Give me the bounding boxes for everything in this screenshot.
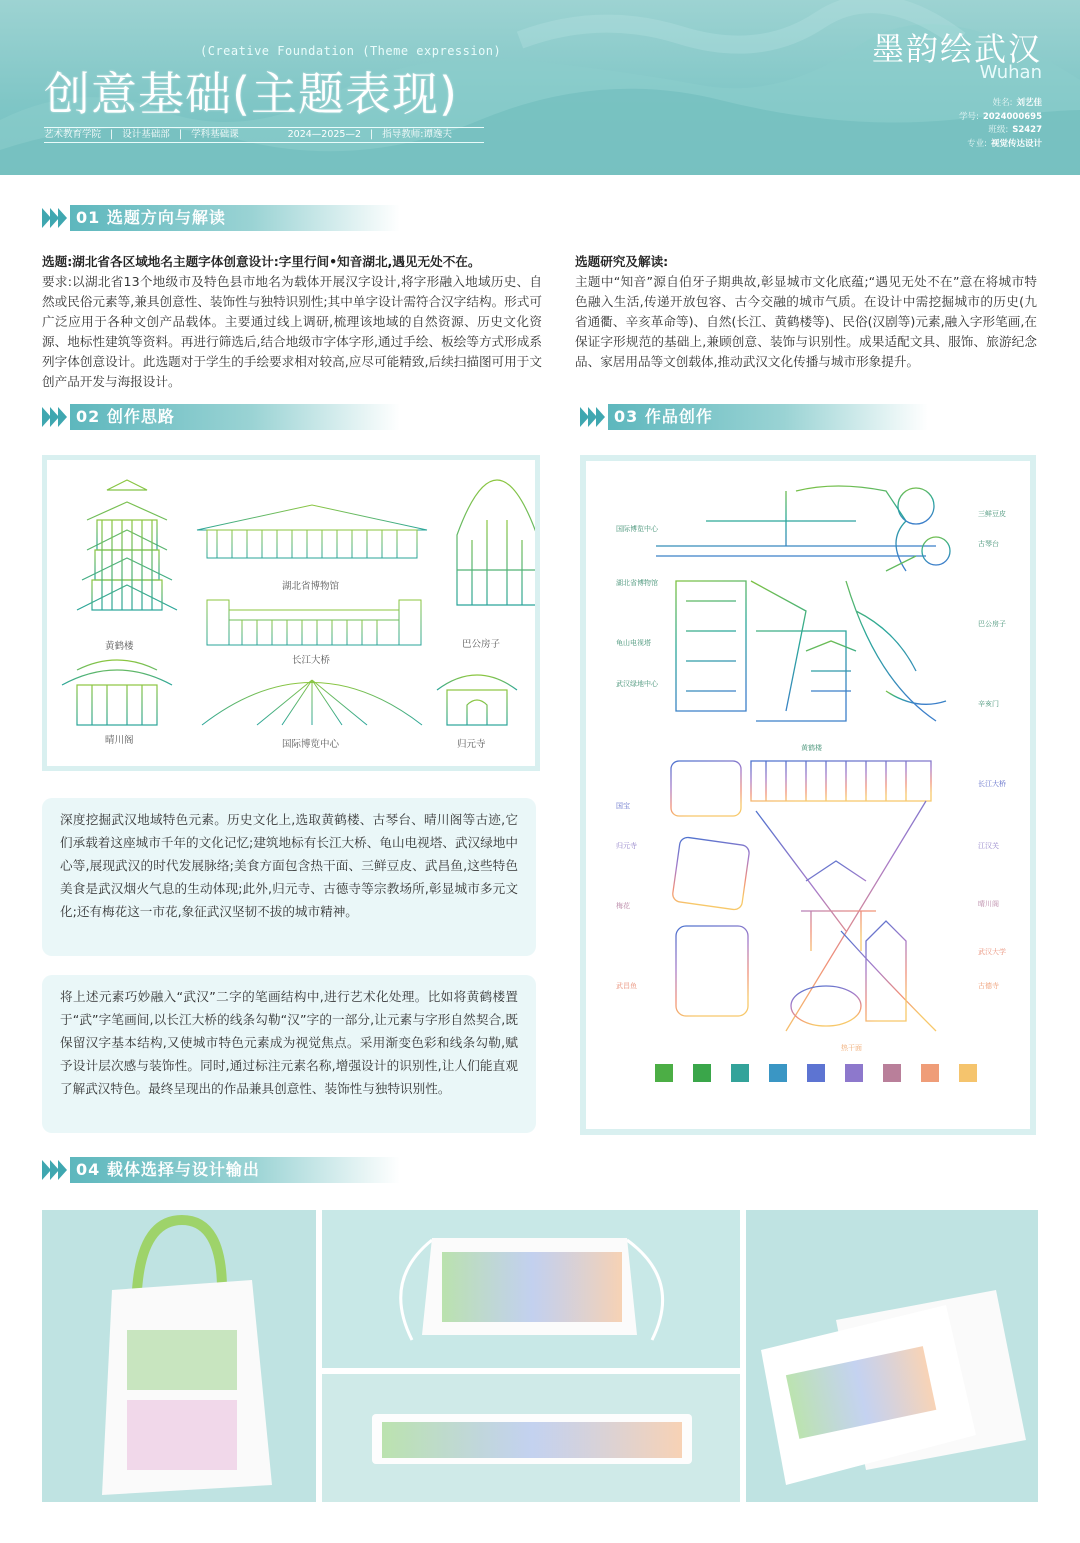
yangtze-bridge-drawing — [207, 600, 421, 645]
han-label: 归元寺 — [616, 842, 637, 850]
section-01-heading — [42, 205, 400, 231]
student-major: 视觉传达设计 — [990, 138, 1042, 149]
wu-label: 湖北省博物馆 — [616, 579, 658, 587]
guiyuan-temple-drawing — [437, 675, 517, 725]
info-term: 2024—2025—2 — [287, 129, 362, 140]
section-04-heading — [42, 1157, 400, 1183]
project-title-en: Wuhan — [979, 62, 1042, 83]
research-text-block — [575, 252, 1037, 372]
section-01-title: 01 选题方向与解读 — [70, 205, 400, 231]
wu-label: 龟山电视塔 — [616, 639, 651, 647]
han-label: 江汉关 — [978, 842, 999, 850]
wu-label: 黄鹤楼 — [801, 744, 822, 752]
han-label: 武汉大学 — [978, 948, 1006, 956]
museum-drawing — [197, 505, 427, 558]
student-name-key: 姓名: — [992, 98, 1013, 108]
product-mockups — [42, 1210, 1038, 1502]
student-name: 刘艺佳 — [1016, 98, 1042, 108]
label-yellow-crane-tower: 黄鹤楼 — [105, 641, 134, 652]
section-01-text — [42, 252, 542, 392]
wu-label: 国际博览中心 — [616, 525, 658, 533]
postcard-mockup — [746, 1210, 1038, 1502]
topic-line: 选题:湖北省各区域地名主题字体创意设计:字里行间•知音湖北,遇见无处不在。 — [42, 254, 481, 269]
student-class-key: 班级: — [988, 125, 1009, 135]
concept-card-1: 深度挖掘武汉地域特色元素。历史文化上,选取黄鹤楼、古琴台、晴川阁等古迹,它们承载着这座城市千年的文化记忆;建筑地标有长江大桥、龟山电视塔、武汉绿地中心等,展现武汉的时代发展脉络;美食方面包含热干面、三鲜豆皮、武昌鱼,这些特色美食是武汉烟火气息的生动体现;此外,归元寺、古德寺等宗教场所,彰显城市多元文化;还有梅花这一市花,象征武汉坚韧不拔的城市精神。 — [42, 798, 536, 956]
info-sep: | — [110, 129, 114, 140]
student-class: S2427 — [1012, 125, 1042, 135]
section-02-title: 02 创作思路 — [70, 404, 400, 430]
label-museum: 湖北省博物馆 — [282, 581, 340, 592]
wu-label: 三鲜豆皮 — [978, 510, 1006, 518]
color-swatch — [655, 1064, 673, 1082]
face-mask-mockup — [322, 1210, 740, 1368]
course-info-bar — [44, 127, 484, 143]
section-04-title: 04 载体选择与设计输出 — [70, 1157, 400, 1183]
research-title: 选题研究及解读: — [575, 254, 669, 269]
color-swatch — [693, 1064, 711, 1082]
color-swatch — [959, 1064, 977, 1082]
section-02-heading — [42, 404, 400, 430]
wu-label: 武汉绿地中心 — [616, 680, 658, 688]
student-info — [959, 97, 1042, 151]
color-swatch — [845, 1064, 863, 1082]
han-label: 国宝 — [616, 802, 630, 810]
label-guiyuan-temple: 归元寺 — [457, 739, 486, 750]
wuhan-lettering-artwork — [586, 461, 1030, 1129]
qingchuan-pavilion-drawing — [62, 660, 172, 725]
color-swatch — [883, 1064, 901, 1082]
label-bridge: 长江大桥 — [292, 655, 331, 666]
han-label: 武昌鱼 — [616, 982, 637, 990]
info-sep: | — [178, 129, 183, 140]
color-swatch — [807, 1064, 825, 1082]
double-arrow-icon — [42, 208, 66, 228]
info-sep: | — [370, 129, 374, 140]
bagong-house-drawing — [457, 480, 535, 605]
student-id-key: 学号: — [958, 111, 979, 122]
wu-label: 巴公房子 — [978, 620, 1006, 628]
landmark-illustrations — [47, 460, 535, 766]
info-course: 学科基础课 — [191, 129, 239, 140]
info-college: 艺术教育学院 — [44, 129, 102, 140]
han-label: 晴川阁 — [978, 900, 999, 908]
header-banner — [0, 0, 1080, 175]
han-label: 古德寺 — [978, 982, 999, 990]
han-label: 长江大桥 — [978, 780, 1006, 788]
info-teacher: 指导教师:谭逸夫 — [382, 129, 452, 140]
color-swatch — [769, 1064, 787, 1082]
section-03-heading — [580, 404, 928, 430]
wu-label: 辛亥门 — [978, 700, 999, 708]
info-dept: 设计基础部 — [122, 129, 170, 140]
yellow-crane-tower-drawing — [77, 480, 177, 610]
header-subtitle-en: (Creative Foundation (Theme expression) — [200, 44, 502, 58]
artwork-panel — [580, 455, 1036, 1135]
landmark-sketch-panel — [42, 455, 540, 771]
wu-label: 古琴台 — [978, 540, 999, 548]
student-id: 2024000695 — [982, 111, 1042, 122]
label-bagong-house: 巴公房子 — [462, 639, 501, 650]
color-swatch — [731, 1064, 749, 1082]
color-swatch — [921, 1064, 939, 1082]
wu-character-artwork — [656, 486, 950, 721]
tote-bag-mockup — [42, 1210, 316, 1502]
student-major-key: 专业: — [967, 138, 987, 149]
label-expo-center: 国际博览中心 — [282, 739, 340, 750]
page-title: 创意基础(主题表现) — [44, 67, 458, 121]
han-character-artwork — [671, 761, 936, 1031]
washi-tape-mockup — [322, 1374, 740, 1502]
label-qingchuan: 晴川阁 — [105, 735, 134, 746]
research-text: 主题中“知音”源自伯牙子期典故,彰显城市文化底蕴;“遇见无处不在”意在将城市特色融入生活,传递开放包容、古今交融的城市气质。在设计中需挖掘城市的历史(九省通衢、辛亥革命等)、自然(长江、黄鹤楼等)、民俗(汉剧等)元素,融入字形笔画,在保证字形规范的基础上,兼顾创意、装饰与识别性。成果适配文具、服饰、旅游纪念品、家居用品等文创载体,推动武汉文化传播与城市形象提升。 — [575, 274, 1037, 369]
section-03-title: 03 作品创作 — [608, 404, 928, 430]
concept-card-2: 将上述元素巧妙融入“武汉”二字的笔画结构中,进行艺术化处理。比如将黄鹤楼置于“武”字笔画间,以长江大桥的线条勾勒“汉”字的一部分,让元素与字形自然契合,既保留汉字基本结构,又使城市特色元素成为视觉焦点。采用渐变色彩和线条勾勒,赋予设计层次感与装饰性。同时,通过标注元素名称,增强设计的识别性,让人们能直观了解武汉特色。最终呈现出的作品兼具创意性、装饰性与独特识别性。 — [42, 975, 536, 1133]
double-arrow-icon — [580, 407, 604, 427]
double-arrow-icon — [42, 1160, 66, 1180]
han-label: 热干面 — [841, 1044, 862, 1052]
requirement-text: 要求:以湖北省13个地级市及特色县市地名为载体开展汉字设计,将字形融入地域历史、自然或民俗元素等,兼具创意性、装饰性与独特识别性;其中单字设计需符合汉字结构。形式可广泛应用于各种文创产品载体。主要通过线上调研,梳理该地域的自然资源、历史文化资源、地标性建筑等资料。再进行筛选后,结合地级市字体字形,通过手绘、板绘等方式形成系列字体创意设计。此选题对于学生的手绘要求相对较高,应尽可能精致,后续扫描图可用于文创产品开发与海报设计。 — [42, 274, 542, 389]
expo-center-drawing — [202, 680, 422, 725]
han-label: 梅花 — [616, 902, 630, 910]
project-title: 墨韵绘武汉 — [871, 30, 1042, 68]
double-arrow-icon — [42, 407, 66, 427]
